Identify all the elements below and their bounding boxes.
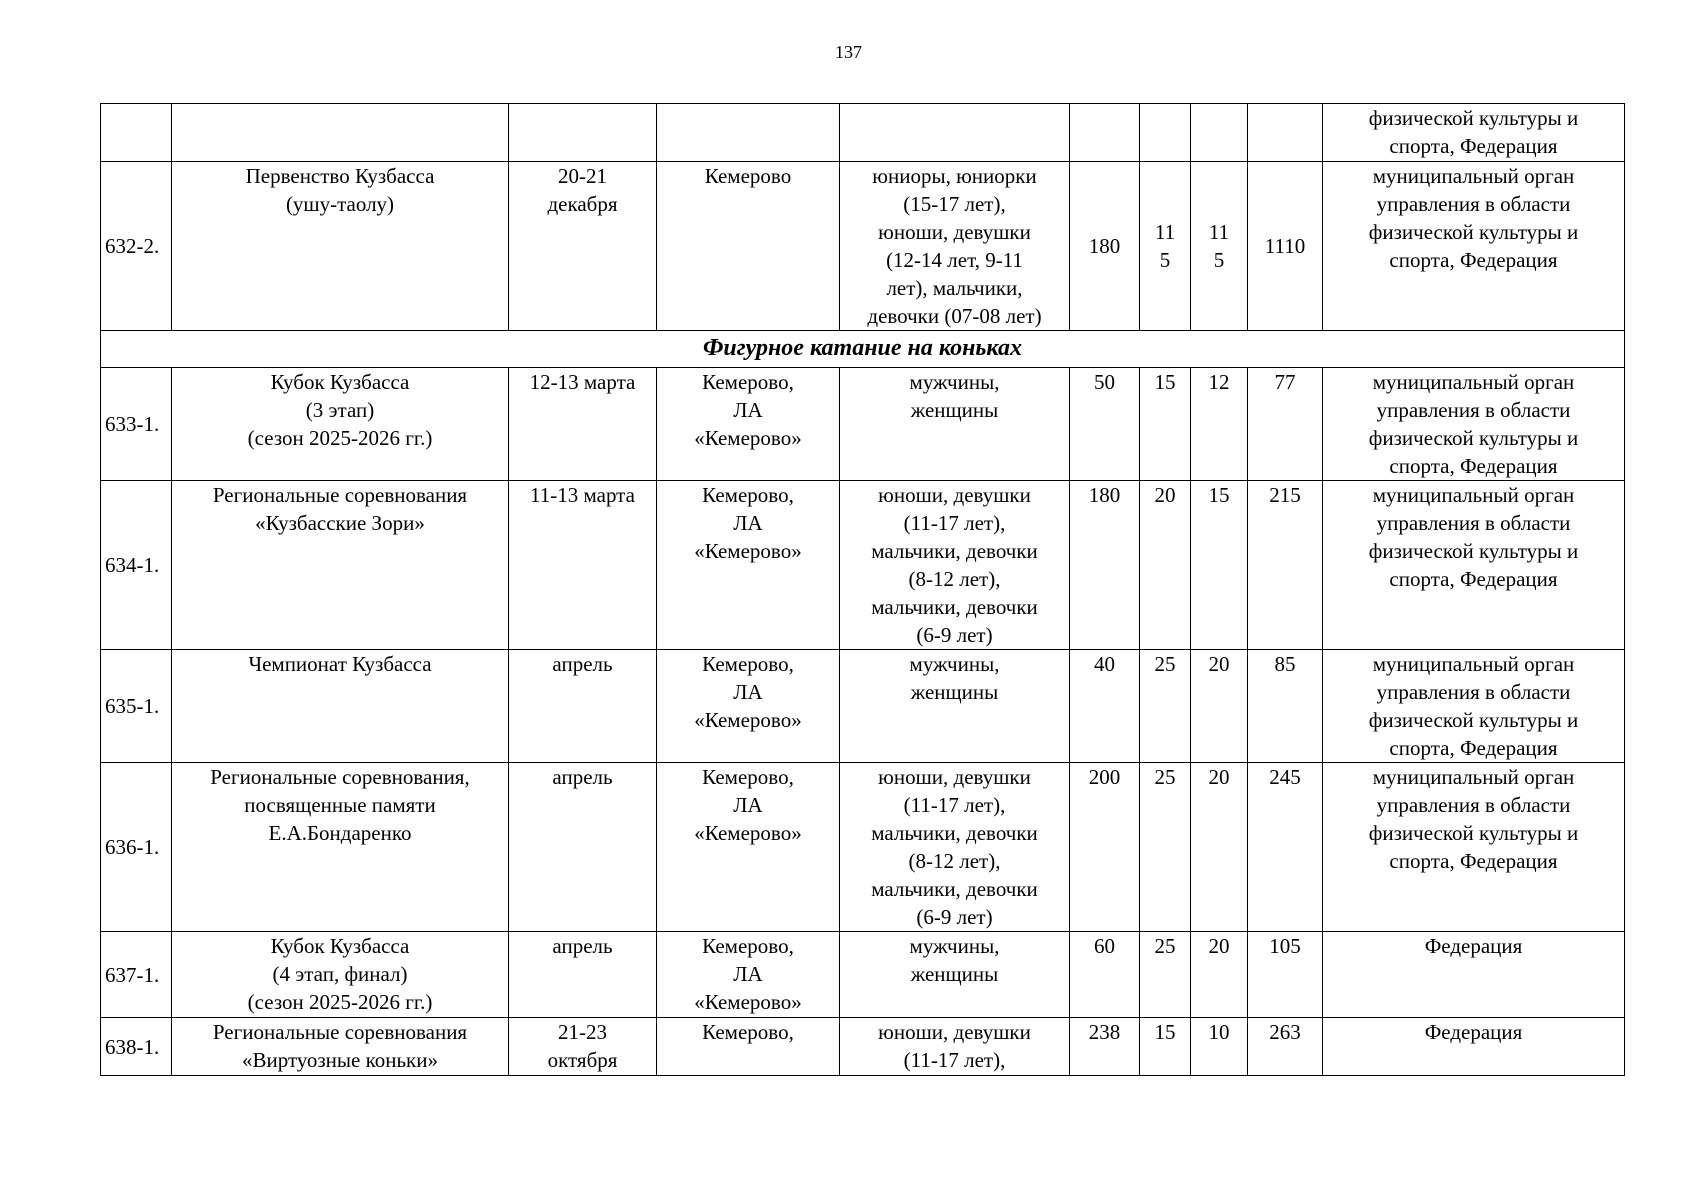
row-number: 636-1. [101, 763, 172, 932]
count-total: 40 [1070, 650, 1140, 763]
event-organizer: Федерация [1323, 932, 1625, 1018]
count-b: 20 [1191, 932, 1248, 1018]
event-participants: юноши, девушки (11-17 лет), мальчики, девочки (8-12 лет), мальчики, девочки (6-9 лет) [840, 481, 1070, 650]
event-place: Кемерово, ЛА «Кемерово» [657, 650, 840, 763]
count-b: 20 [1191, 763, 1248, 932]
count-total: 50 [1070, 368, 1140, 481]
count-b: 20 [1191, 650, 1248, 763]
event-name: Чемпионат Кузбасса [172, 650, 509, 763]
event-place: Кемерово, ЛА «Кемерово» [657, 481, 840, 650]
table-row [101, 162, 1625, 331]
row-number: 635-1. [101, 650, 172, 763]
event-name: Кубок Кузбасса (3 этап) (сезон 2025-2026 гг.) [172, 368, 509, 481]
count-sum: 245 [1248, 763, 1323, 932]
event-date: 12-13 марта [509, 368, 657, 481]
count-b: 10 [1191, 1018, 1248, 1076]
row-number: 638-1. [101, 1018, 172, 1076]
section-row [101, 331, 1625, 368]
count-a: 15 [1140, 1018, 1191, 1076]
table-row [101, 650, 1625, 763]
event-name [172, 104, 509, 162]
event-participants: мужчины, женщины [840, 932, 1070, 1018]
event-participants [840, 104, 1070, 162]
table-row [101, 104, 1625, 162]
event-participants: юниоры, юниорки (15-17 лет), юноши, девушки (12-14 лет, 9-11 лет), мальчики, девочки (07-08 лет) [840, 162, 1070, 331]
row-number [101, 104, 172, 162]
event-date: апрель [509, 932, 657, 1018]
count-sum: 215 [1248, 481, 1323, 650]
count-b: 15 [1191, 481, 1248, 650]
count-sum: 1110 [1248, 162, 1323, 331]
table-row [101, 932, 1625, 1018]
count-sum [1248, 104, 1323, 162]
event-place: Кемерово, ЛА «Кемерово» [657, 368, 840, 481]
table-row [101, 1018, 1625, 1076]
count-sum: 105 [1248, 932, 1323, 1018]
count-a: 25 [1140, 650, 1191, 763]
section-title: Фигурное катание на коньках [101, 331, 1625, 368]
row-number: 633-1. [101, 368, 172, 481]
count-sum: 85 [1248, 650, 1323, 763]
event-organizer: Федерация [1323, 1018, 1625, 1076]
row-number: 632-2. [101, 162, 172, 331]
event-name: Региональные соревнования «Виртуозные коньки» [172, 1018, 509, 1076]
event-participants: юноши, девушки (11-17 лет), мальчики, девочки (8-12 лет), мальчики, девочки (6-9 лет) [840, 763, 1070, 932]
table-row [101, 368, 1625, 481]
count-sum: 77 [1248, 368, 1323, 481]
event-organizer: муниципальный орган управления в области физической культуры и спорта, Федерация [1323, 162, 1625, 331]
event-organizer: муниципальный орган управления в области физической культуры и спорта, Федерация [1323, 763, 1625, 932]
events-table [100, 103, 1625, 1076]
event-place: Кемерово, ЛА «Кемерово» [657, 763, 840, 932]
count-b: 12 [1191, 368, 1248, 481]
event-name: Первенство Кузбасса (ушу-таолу) [172, 162, 509, 331]
count-total: 180 [1070, 162, 1140, 331]
table-row [101, 481, 1625, 650]
event-date: 20-21 декабря [509, 162, 657, 331]
count-total [1070, 104, 1140, 162]
event-place: Кемерово, ЛА «Кемерово» [657, 932, 840, 1018]
count-a: 11 5 [1140, 162, 1191, 331]
row-number: 637-1. [101, 932, 172, 1018]
count-a [1140, 104, 1191, 162]
count-total: 200 [1070, 763, 1140, 932]
count-sum: 263 [1248, 1018, 1323, 1076]
count-a: 25 [1140, 932, 1191, 1018]
event-name: Кубок Кузбасса (4 этап, финал) (сезон 2025-2026 гг.) [172, 932, 509, 1018]
event-organizer: муниципальный орган управления в области физической культуры и спорта, Федерация [1323, 481, 1625, 650]
count-total: 238 [1070, 1018, 1140, 1076]
event-participants: юноши, девушки (11-17 лет), [840, 1018, 1070, 1076]
count-a: 20 [1140, 481, 1191, 650]
event-place: Кемерово [657, 162, 840, 331]
event-organizer: физической культуры и спорта, Федерация [1323, 104, 1625, 162]
event-date: апрель [509, 763, 657, 932]
event-place: Кемерово, [657, 1018, 840, 1076]
event-date: апрель [509, 650, 657, 763]
count-total: 60 [1070, 932, 1140, 1018]
event-place [657, 104, 840, 162]
count-b [1191, 104, 1248, 162]
event-date [509, 104, 657, 162]
table-row [101, 763, 1625, 932]
row-number: 634-1. [101, 481, 172, 650]
event-name: Региональные соревнования «Кузбасские Зори» [172, 481, 509, 650]
count-a: 15 [1140, 368, 1191, 481]
count-a: 25 [1140, 763, 1191, 932]
page-number: 137 [835, 42, 862, 62]
event-date: 11-13 марта [509, 481, 657, 650]
event-organizer: муниципальный орган управления в области физической культуры и спорта, Федерация [1323, 650, 1625, 763]
count-b: 11 5 [1191, 162, 1248, 331]
event-name: Региональные соревнования, посвященные памяти Е.А.Бондаренко [172, 763, 509, 932]
event-date: 21-23 октября [509, 1018, 657, 1076]
event-participants: мужчины, женщины [840, 368, 1070, 481]
event-participants: мужчины, женщины [840, 650, 1070, 763]
count-total: 180 [1070, 481, 1140, 650]
event-organizer: муниципальный орган управления в области физической культуры и спорта, Федерация [1323, 368, 1625, 481]
